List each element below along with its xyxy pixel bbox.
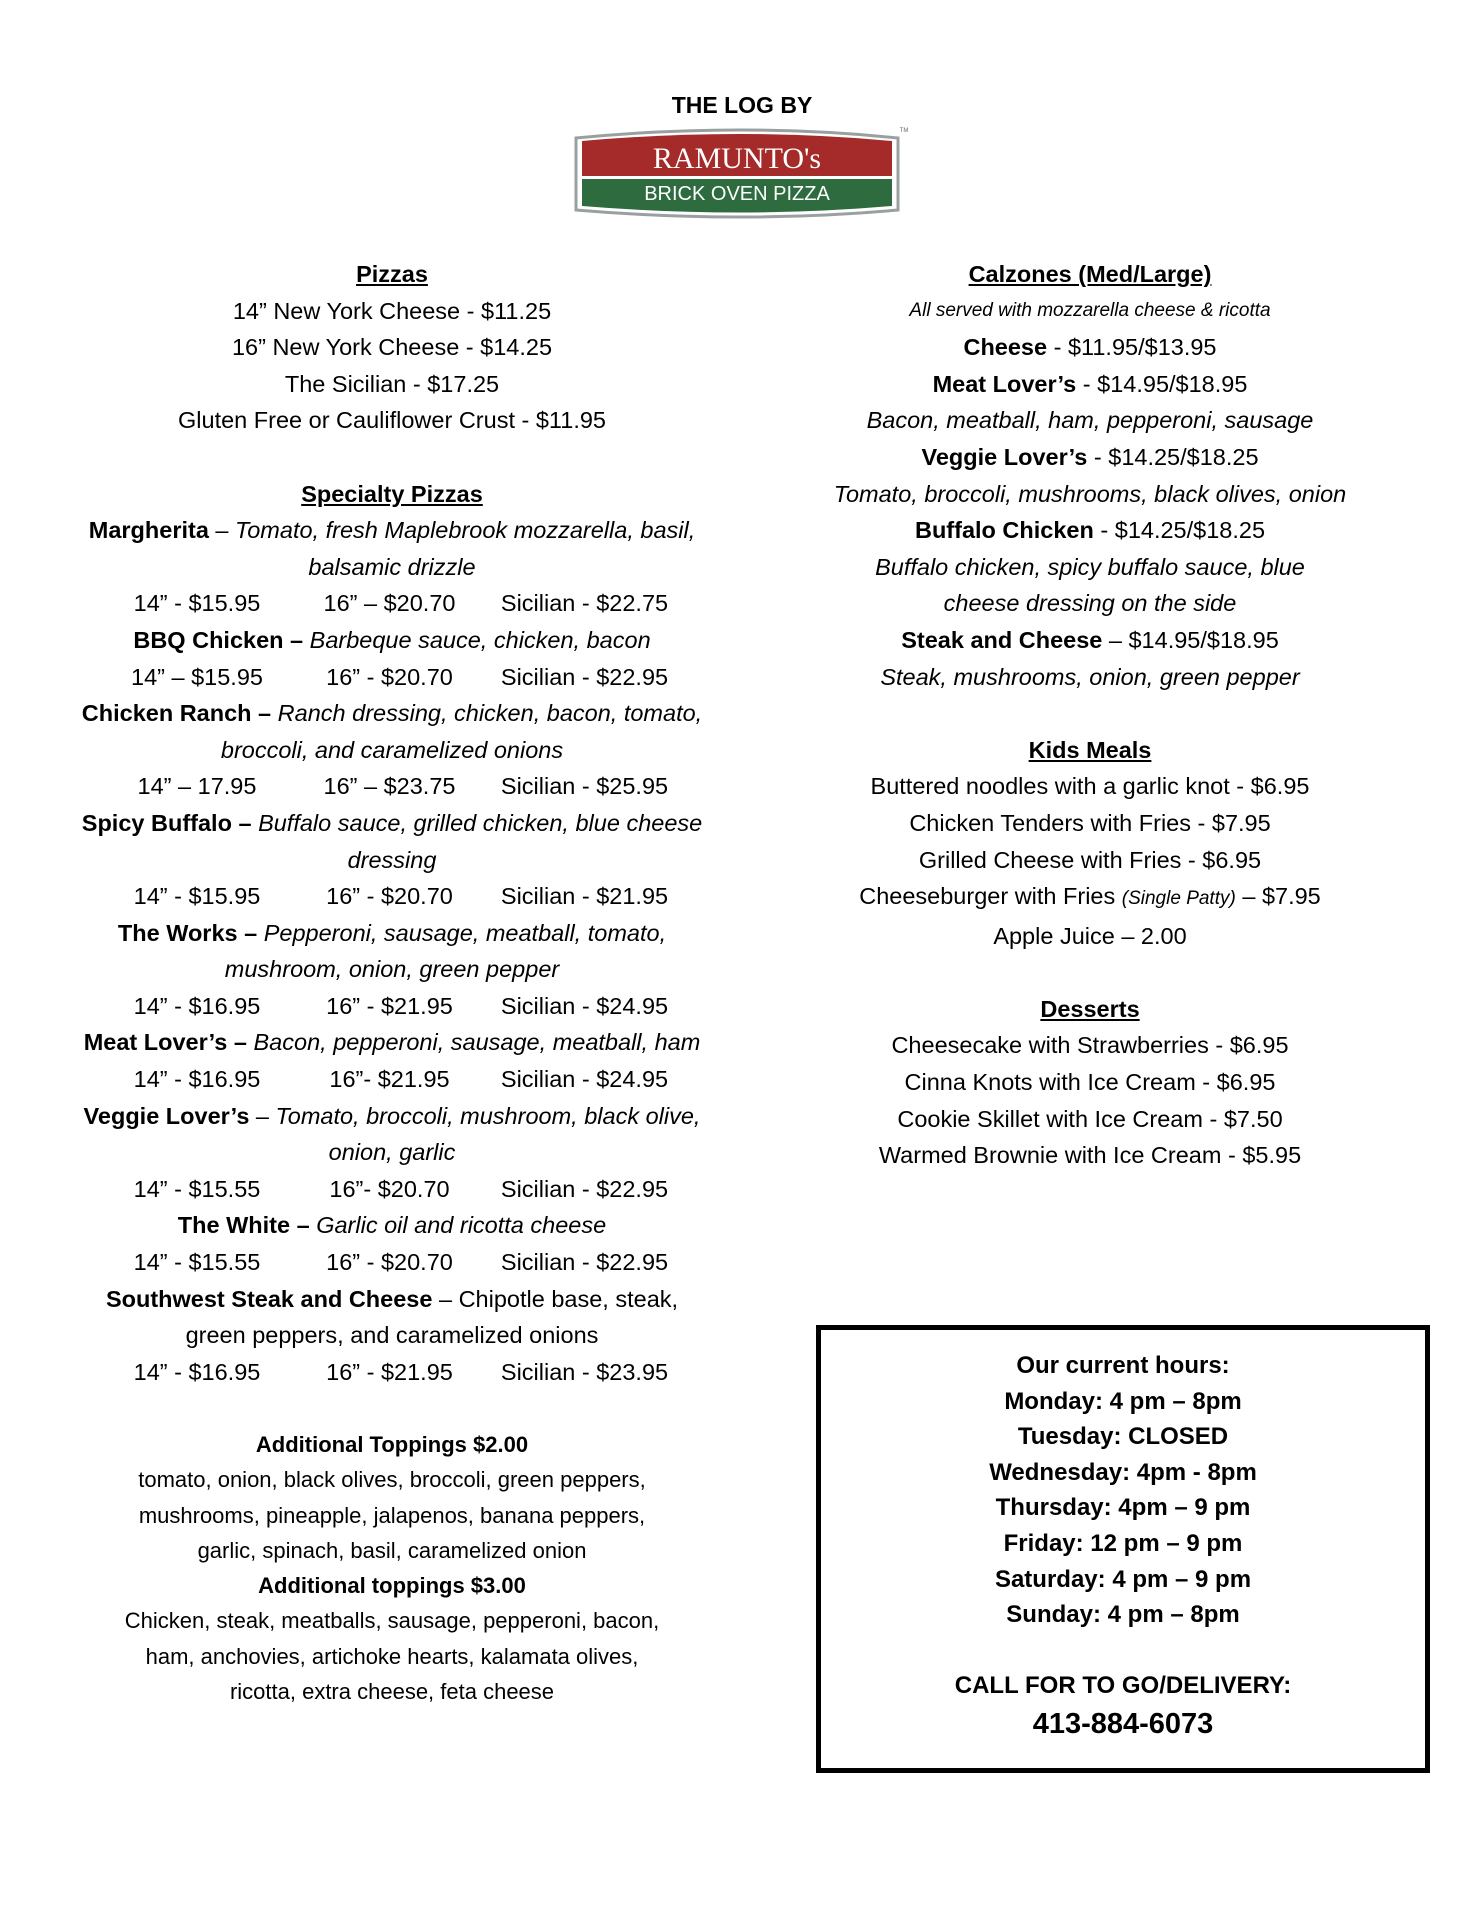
toppings-list-3: Chicken, steak, meatballs, sausage, pepperoni, bacon, ham, anchovies, artichoke hearts, kalamata olives, ricotta, extra cheese, feta cheese [124, 1608, 660, 1705]
phone-number[interactable]: 413-884-6073 [1032, 1708, 1214, 1741]
calzone-name: Veggie Lover’s [921, 443, 1088, 470]
hours-box [816, 1325, 1430, 1773]
kids-item: Chicken Tenders with Fries - $7.95 [909, 809, 1271, 836]
price-16: 16”- $20.70 [329, 1175, 450, 1202]
kids-item: Buttered noodles with a garlic knot - $6.95 [870, 773, 1310, 800]
logo-name: RAMUNTO's [652, 142, 822, 175]
specialty-item-meat-lovers [80, 1024, 704, 1097]
price-14: 14” – $15.95 [131, 663, 263, 690]
kids-burger-price: – $7.95 [1235, 883, 1321, 910]
ramuntos-logo [572, 124, 912, 224]
price-sicilian: Sicilian - $23.95 [500, 1358, 669, 1385]
specialty-desc: Buffalo sauce, grilled chicken, blue cheese dressing [258, 809, 703, 873]
specialty-name: Meat Lover’s – [83, 1029, 247, 1056]
hours-day: Monday: 4 pm – 8pm [1004, 1387, 1242, 1415]
calzone-item-veggie-lovers [790, 439, 1390, 476]
specialty-desc: Garlic oil and ricotta cheese [316, 1212, 607, 1239]
specialty-item-bbq-chicken [80, 622, 704, 695]
calzones-heading: Calzones (Med/Large) [968, 261, 1212, 287]
calzone-name: Steak and Cheese [901, 626, 1103, 653]
specialty-sep: – [208, 517, 236, 544]
calzone-name: Meat Lover’s [932, 370, 1077, 397]
logo-subtitle: BRICK OVEN PIZZA [644, 183, 830, 205]
calzone-item-meat-lovers [790, 366, 1390, 403]
hours-day: Friday: 12 pm – 9 pm [1003, 1529, 1243, 1557]
specialty-item-the-works [80, 915, 704, 1025]
dessert-item: Cheesecake with Strawberries - $6.95 [891, 1032, 1289, 1059]
hours-day: Sunday: 4 pm – 8pm [1006, 1601, 1240, 1629]
hours-day: Tuesday: CLOSED [1017, 1423, 1229, 1451]
specialty-name: The Works – [117, 919, 258, 946]
pizza-item: 14” New York Cheese - $11.25 [232, 297, 552, 324]
specialty-name: Southwest Steak and Cheese [105, 1285, 433, 1312]
kids-item-juice: Apple Juice – 2.00 [993, 922, 1187, 949]
specialty-item-southwest [80, 1281, 704, 1391]
calzone-price: - $14.95/$18.95 [1076, 370, 1248, 397]
calzone-desc: Buffalo chicken, spicy buffalo sauce, blue cheese dressing on the side [875, 553, 1305, 617]
kids-burger-name: Cheeseburger with Fries [859, 883, 1116, 910]
price-16: 16” – $20.70 [323, 590, 456, 617]
calzone-price: – $14.95/$18.95 [1102, 626, 1279, 653]
price-16: 16” - $20.70 [326, 663, 453, 690]
toppings-list-2: tomato, onion, black olives, broccoli, green peppers, mushrooms, pineapple, jalapenos, banana peppers, garlic, spinach, basil, caramelized onion [138, 1467, 646, 1563]
price-sicilian: Sicilian - $25.95 [500, 773, 669, 800]
logo-tm: TM [899, 128, 909, 134]
price-sicilian: Sicilian - $22.95 [500, 663, 669, 690]
price-14: 14” - $15.95 [133, 590, 261, 617]
price-16: 16”- $21.95 [329, 1066, 450, 1093]
toppings-heading-3: Additional toppings $3.00 [258, 1573, 526, 1599]
pizza-item: 16” New York Cheese - $14.25 [231, 334, 553, 361]
specialty-desc: Bacon, pepperoni, sausage, meatball, ham [253, 1029, 701, 1056]
call-label: CALL FOR TO GO/DELIVERY: [954, 1671, 1292, 1699]
left-column [80, 256, 704, 1709]
specialty-name: Margherita [88, 517, 209, 544]
price-14: 14” - $16.95 [133, 1066, 261, 1093]
price-14: 14” - $15.95 [133, 883, 261, 910]
calzone-item-buffalo-chicken [790, 512, 1390, 549]
price-14: 14” – 17.95 [137, 773, 257, 800]
dessert-item: Warmed Brownie with Ice Cream - $5.95 [878, 1142, 1302, 1169]
specialty-sep: – [249, 1102, 276, 1129]
price-sicilian: Sicilian - $22.95 [500, 1175, 669, 1202]
hours-day: Wednesday: 4pm - 8pm [989, 1458, 1257, 1486]
specialty-name: BBQ Chicken – [133, 626, 304, 653]
calzone-item-cheese [790, 329, 1390, 366]
price-16: 16” - $21.95 [326, 992, 453, 1019]
hours-day: Saturday: 4 pm – 9 pm [994, 1565, 1252, 1593]
specialty-item-the-white [80, 1207, 704, 1280]
pizza-item: The Sicilian - $17.25 [284, 370, 500, 397]
calzone-item-steak-and-cheese [790, 622, 1390, 659]
calzone-price: - $11.95/$13.95 [1047, 334, 1217, 361]
calzone-desc: Tomato, broccoli, mushrooms, black olives, onion [833, 480, 1347, 507]
specialty-item-margherita [80, 512, 704, 622]
price-14: 14” - $15.55 [133, 1249, 261, 1276]
calzone-name: Cheese [963, 334, 1048, 361]
price-16: 16” - $21.95 [326, 1358, 453, 1385]
pizza-item: Gluten Free or Cauliflower Crust - $11.95 [178, 407, 606, 434]
specialty-item-veggie-lovers [80, 1098, 704, 1208]
price-sicilian: Sicilian - $22.75 [500, 590, 669, 617]
calzone-price: - $14.25/$18.25 [1087, 443, 1259, 470]
specialty-name: Veggie Lover’s [83, 1102, 250, 1129]
specialty-heading: Specialty Pizzas [301, 480, 483, 507]
hours-day: Thursday: 4pm – 9 pm [995, 1494, 1251, 1522]
price-sicilian: Sicilian - $21.95 [500, 883, 669, 910]
kids-heading: Kids Meals [1028, 736, 1152, 763]
hours-title: Our current hours: [1016, 1352, 1230, 1379]
price-14: 14” - $16.95 [133, 1358, 261, 1385]
specialty-desc: Ranch dressing, chicken, bacon, tomato, broccoli, and caramelized onions [220, 700, 703, 763]
specialty-name: Spicy Buffalo – [81, 809, 252, 836]
calzone-desc: Steak, mushrooms, onion, green pepper [880, 663, 1300, 690]
specialty-desc: – Chipotle base, steak, green peppers, and caramelized onions [185, 1285, 679, 1349]
specialty-item-chicken-ranch [80, 695, 704, 805]
price-14: 14” - $16.95 [133, 992, 261, 1019]
calzone-desc: Bacon, meatball, ham, pepperoni, sausage [866, 407, 1314, 434]
specialty-name: The White – [177, 1212, 310, 1239]
toppings-heading-2: Additional Toppings $2.00 [255, 1432, 529, 1457]
calzone-name: Buffalo Chicken [914, 517, 1094, 544]
price-sicilian: Sicilian - $22.95 [500, 1249, 669, 1276]
calzones-note: All served with mozzarella cheese & ricotta [909, 299, 1271, 321]
price-16: 16” – $23.75 [323, 773, 456, 800]
specialty-desc: Tomato, fresh Maplebrook mozzarella, basil, balsamic drizzle [235, 517, 696, 580]
calzone-price: - $14.25/$18.25 [1093, 517, 1266, 544]
kids-item: Grilled Cheese with Fries - $6.95 [918, 846, 1262, 873]
dessert-item: Cookie Skillet with Ice Cream - $7.50 [897, 1105, 1283, 1132]
price-16: 16” - $20.70 [326, 1249, 453, 1276]
desserts-heading: Desserts [1040, 995, 1140, 1022]
price-14: 14” - $15.55 [133, 1175, 261, 1202]
specialty-desc: Pepperoni, sausage, meatball, tomato, mushroom, onion, green pepper [224, 919, 667, 983]
specialty-desc: Tomato, broccoli, mushroom, black olive, onion, garlic [275, 1102, 701, 1166]
price-sicilian: Sicilian - $24.95 [500, 992, 669, 1019]
dessert-item: Cinna Knots with Ice Cream - $6.95 [904, 1069, 1276, 1096]
pizzas-heading: Pizzas [356, 261, 428, 287]
price-sicilian: Sicilian - $24.95 [500, 1066, 669, 1093]
kids-burger-note: (Single Patty) [1121, 888, 1236, 910]
price-16: 16” - $20.70 [326, 883, 453, 910]
specialty-item-spicy-buffalo [80, 805, 704, 915]
kids-item-cheeseburger [790, 878, 1390, 918]
right-column [790, 256, 1390, 1174]
specialty-name: Chicken Ranch – [81, 700, 272, 727]
header-title: THE LOG BY [671, 92, 813, 118]
specialty-desc: Barbeque sauce, chicken, bacon [309, 626, 651, 653]
toppings-section [80, 1427, 704, 1709]
